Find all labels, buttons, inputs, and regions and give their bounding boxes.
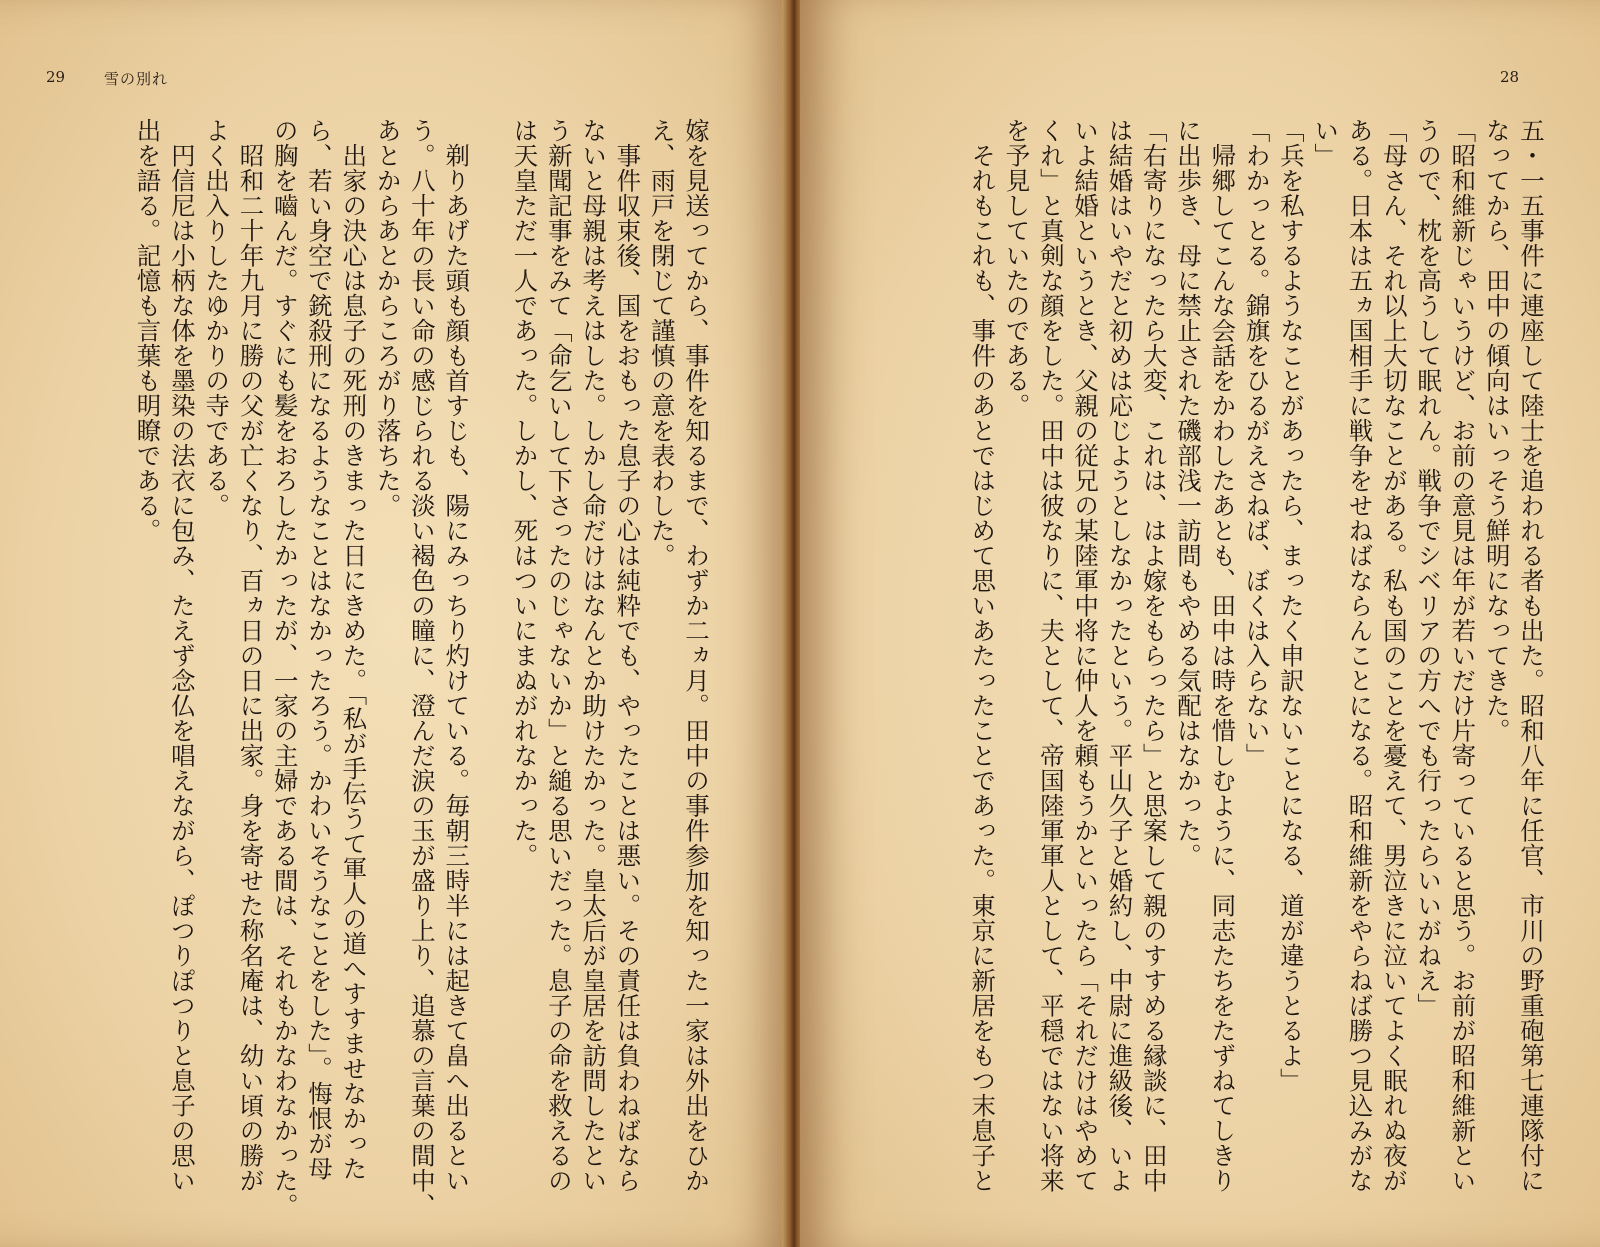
text-line: の胸を嚙んだ。すぐにも髪をおろしたかったが、一家の主婦である間は、それもかなわなかった。	[270, 118, 300, 1218]
text-line: 出を語る。記憶も言葉も明瞭である。	[133, 118, 163, 543]
text-line: なってから、田中の傾向はいっそう鮮明になってきた。	[1482, 118, 1512, 743]
text-line: ら、若い身空で銃殺刑になるようなことはなかったろう。かわいそうなことをした」。悔恨が母	[305, 118, 335, 1181]
section-break	[473, 118, 507, 1178]
text-line: よく出入りしたゆかりの寺である。	[202, 118, 232, 518]
text-line: 「母さん、それ以上大切なことがある。私も国のことを憂えて、男泣きに泣いてよく眠れぬ夜が	[1379, 118, 1409, 1193]
right-page	[800, 0, 1600, 1247]
text-line: 剃りあげた頭も顔も首すじも、陽にみっちり灼けている。毎朝三時半には起きて畠へ出るとい	[442, 118, 472, 1193]
text-line: 昭和二十年九月に勝の父が亡くなり、百ヵ日の日に出家。身を寄せた称名庵は、幼い頃の勝が	[236, 118, 266, 1193]
text-line: は結婚はいやだと初めは応じようとしなかったという。平山久子と婚約し、中尉に進級後、いよ	[1105, 118, 1135, 1193]
running-title: 雪の別れ	[104, 70, 169, 88]
text-line: 「兵を私するようなことがあったら、まったく申訳ないことになる、道が違うとるよ」	[1276, 118, 1306, 1093]
text-line: あとからあとからころがり落ちた。	[373, 118, 403, 518]
text-line: 帰郷してこんな会話をかわしたあとも、田中は時を惜しむように、同志たちをたずねてしきり	[1208, 118, 1238, 1193]
text-line: 「昭和維新じゃいうけど、お前の意見は年が若いだけ片寄っていると思う。お前が昭和維新とい	[1448, 118, 1478, 1193]
text-line: う新聞記事をみて「命乞いして下さったのじゃないか」と縋る思いだった。息子の命を救えるの	[544, 118, 574, 1193]
text-line: は天皇ただ一人であった。しかし、死はついにまぬがれなかった。	[510, 118, 540, 868]
text-line: 「わかっとる。錦旗をひるがえさねば、ぼくは入らない」	[1242, 118, 1272, 768]
left-page	[0, 0, 790, 1247]
text-line: 五・一五事件に連座して陸士を追われる者も出た。昭和八年に任官、市川の野重砲第七連隊付に	[1517, 118, 1546, 1193]
text-line: ないと母親は考えはした。しかし命だけはなんとか助けたかった。皇太后が皇居を訪問したとい	[579, 118, 609, 1193]
text-line: うので、枕を高うして眠れん。戦争でシベリアの方へでも行ったらいいがねえ」	[1414, 118, 1444, 1018]
text-line: に出歩き、母に禁止された磯部浅一訪問もやめる気配はなかった。	[1174, 118, 1204, 868]
page-number-right: 28	[1500, 68, 1520, 86]
text-line: え、雨戸を閉じて謹慎の意を表わした。	[647, 118, 677, 568]
text-line: 嫁を見送ってから、事件を知るまで、わずか二ヵ月。田中の事件参加を知った一家は外出をひか	[682, 118, 711, 1193]
text-line: を予見していたのである。	[1002, 118, 1032, 418]
text-line: 円信尼は小柄な体を墨染の法衣に包み、たえず念仏を唱えながら、ぽつりぽつりと息子の思い	[167, 118, 197, 1193]
text-line: それもこれも、事件のあとではじめて思いあたったことであった。東京に新居をもつ末息子と	[968, 118, 998, 1193]
text-line: い」	[1311, 118, 1341, 168]
page-number-left: 29	[46, 68, 66, 86]
right-page-body	[878, 118, 1548, 1193]
text-line: くれ」と真剣な顔をした。田中は彼なりに、夫として、帝国陸軍軍人として、平穏ではない将来	[1036, 118, 1066, 1193]
text-line: 「右寄りになったら大変、これは、はよ嫁をもらったら」と思案して親のすすめる縁談に、田中	[1139, 118, 1169, 1193]
text-line: う。八十年の長い命の感じられる淡い褐色の瞳に、澄んだ涙の玉が盛り上り、追慕の言葉の間中、	[407, 118, 437, 1218]
left-page-body	[48, 118, 713, 1218]
text-line: 事件収束後、国をおもった息子の心は純粋でも、やったことは悪い。その責任は負わねばなら	[613, 118, 643, 1193]
text-line: ある。日本は五ヵ国相手に戦争をせねばならんことになる。昭和維新をやらねば勝つ見込みがな	[1345, 118, 1375, 1193]
text-line: いよ結婚というとき、父親の従兄の某陸軍中将に仲人を頼もうかといったら「それだけはやめて	[1071, 118, 1101, 1193]
text-line: 出家の決心は息子の死刑のきまった日にきめた。「私が手伝うて軍人の道へすすませなかった	[339, 118, 369, 1181]
